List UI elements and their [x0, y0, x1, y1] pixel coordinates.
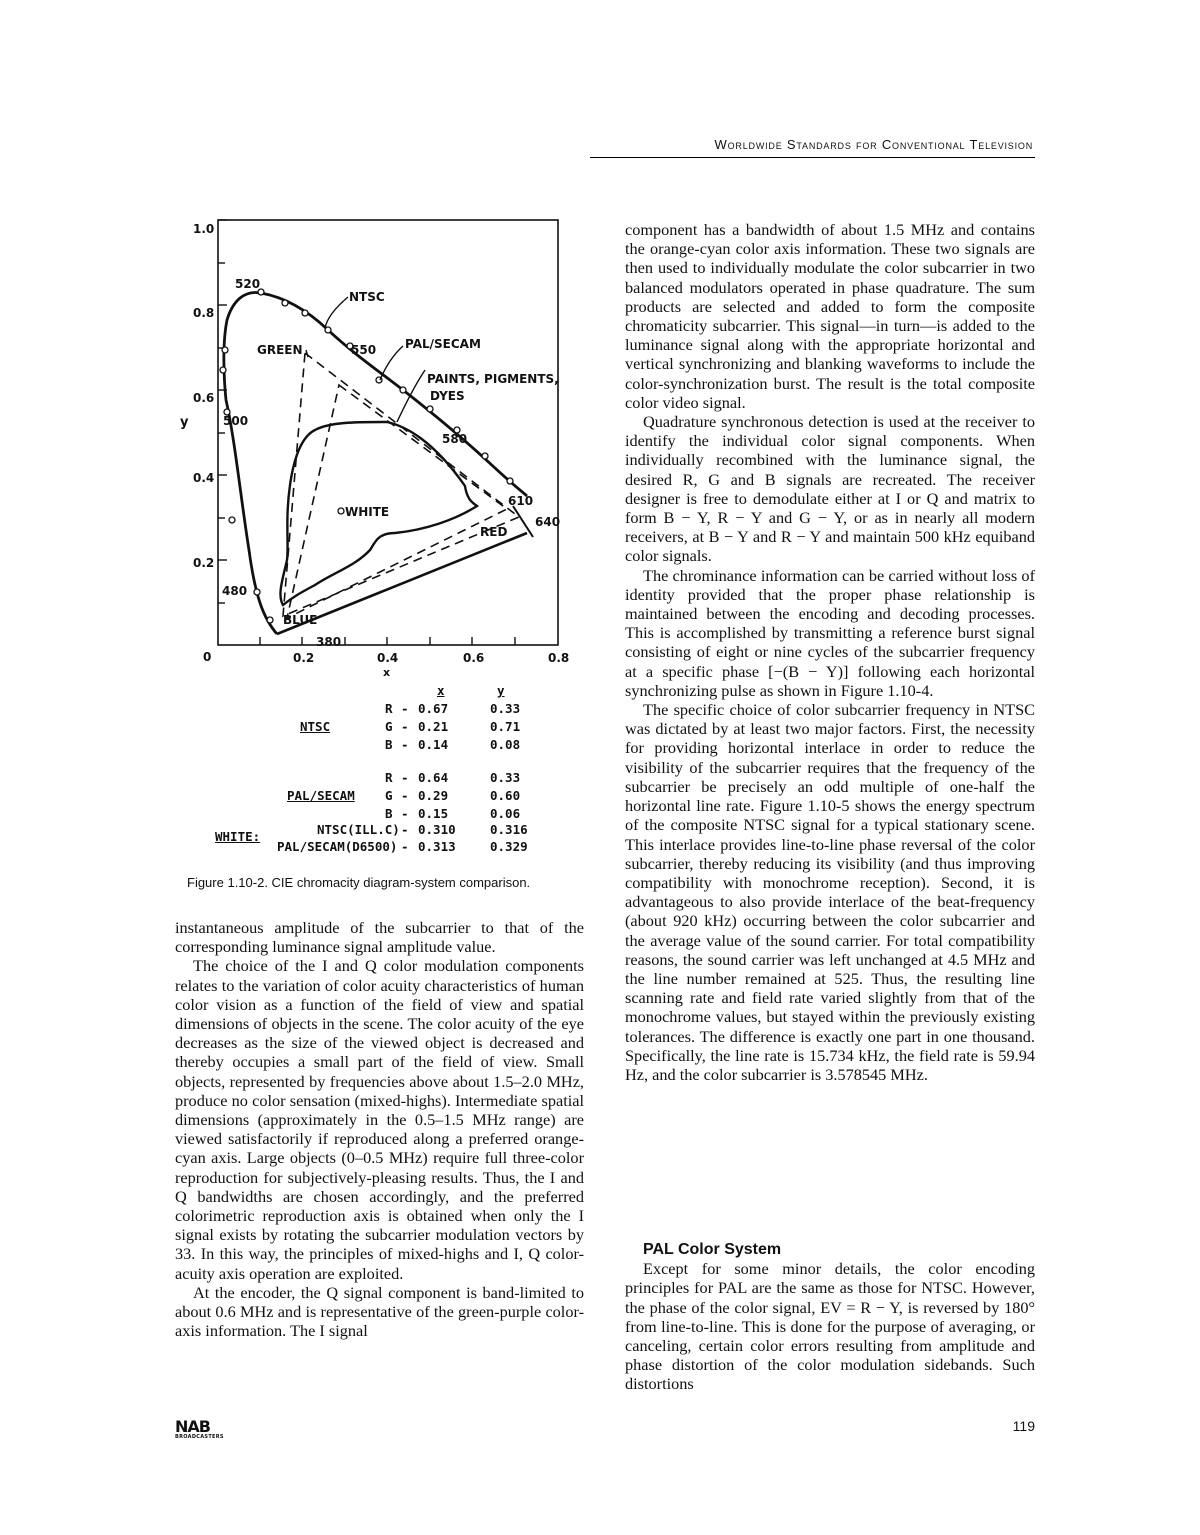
label-leaders: [306, 297, 425, 422]
x-tick-marks: [260, 637, 515, 645]
row-y: 0.08: [490, 737, 521, 752]
row-y: 0.71: [490, 719, 521, 734]
wavelength-label-480: 480: [222, 584, 248, 598]
white-row-key: PAL/SECAM(D6500): [277, 839, 398, 854]
cie-chromaticity-diagram: [165, 200, 585, 680]
label-red: RED: [480, 525, 508, 539]
label-blue: BLUE: [283, 613, 318, 627]
x-tick-label: 0.6: [463, 651, 485, 665]
row-eq: -: [401, 822, 409, 837]
row-key: G: [385, 719, 393, 734]
x-tick-label: 0.8: [548, 651, 570, 665]
white-label: WHITE:: [215, 829, 261, 844]
label-pal-secam: PAL/SECAM: [405, 337, 481, 351]
row-eq: -: [401, 770, 409, 785]
ntsc-label: NTSC: [300, 719, 331, 734]
label-paints-line1: PAINTS, PIGMENTS,: [427, 372, 559, 386]
row-x: 0.64: [418, 770, 449, 785]
pal-secam-label: PAL/SECAM: [287, 788, 355, 803]
wavelength-label-610: 610: [508, 494, 534, 508]
paragraph: The choice of the I and Q color modulation components relates to the variation of color acuity characteristics of human color vision as a function of the field of view and spatial dimensions of objects in the scene. The color acuity of the eye decreases as the size of the viewed object is decreased and thereby occupies a small part of the field of view. Small objects, represented by frequencies above about 1.5–2.0 MHz, produce no color sensation (mixed-highs). Intermediate spatial dimensions (approximately in the 0.5–1.5 MHz range) are viewed satisfactorily if reproduced along a preferred orange-cyan axis. Large objects (0–0.5 MHz) require full three-color reproduction for subjectively-pleasing results. Thus, the I and Q bandwidths are chosen accordingly, and the preferred colorimetric reproduction axis is obtained when only the I signal exists by rotating the subcarrier modulation vectors by 33. In this way, the principles of mixed-highs and I, Q color-acuity axis operation are exploited.: [175, 956, 584, 1283]
section-heading: PAL Color System: [643, 1241, 782, 1258]
white-row-key: NTSC(ILL.C): [317, 822, 400, 837]
paragraph: instantaneous amplitude of the subcarrier to that of the corresponding luminance signal amplitude value.: [175, 918, 584, 957]
row-key: B: [385, 806, 393, 821]
white-row-y: 0.316: [490, 822, 528, 837]
y-tick-label: 0.2: [193, 556, 215, 570]
wavelength-label-500: 500: [223, 414, 249, 428]
y-tick-label: 0: [203, 650, 212, 664]
right-column: [625, 220, 1035, 1084]
logo-subtext: BROADCASTERS: [175, 1434, 224, 1440]
primaries-table: [215, 683, 545, 853]
row-key: G: [385, 788, 393, 803]
row-x: 0.15: [418, 806, 449, 821]
y-tick-label: 0.8: [193, 306, 215, 320]
wavelength-label-520: 520: [235, 277, 261, 291]
header-rule: [590, 157, 1035, 158]
y-axis-label: y: [180, 415, 189, 430]
row-x: 0.14: [418, 737, 449, 752]
running-head: Worldwide Standards for Conventional Television: [714, 137, 1033, 152]
white-point-marker: [338, 508, 344, 514]
wavelength-label-580: 580: [442, 432, 468, 446]
paragraph: At the encoder, the Q signal component is band-limited to about 0.6 MHz and is representative of the green-purple color-axis information. The I signal: [175, 1282, 584, 1341]
row-y: 0.33: [490, 770, 521, 785]
row-y: 0.60: [490, 788, 521, 803]
wavelength-label-380: 380: [316, 635, 342, 649]
white-row-y: 0.329: [490, 839, 528, 854]
row-x: 0.67: [418, 701, 449, 716]
row-x: 0.29: [418, 788, 449, 803]
label-white: WHITE: [345, 505, 390, 519]
paragraph: Quadrature synchronous detection is used at the receiver to identify the individual color signal components. When individually recombined with the luminance signal, the desired R, G and B signals are recreated. The receiver designer is free to demodulate either at I or Q and matrix to form B − Y, R − Y and G − Y, or as in nearly all modern receivers, at B − Y and R − Y and maintain 500 kHz equiband color signals.: [625, 412, 1035, 566]
x-tick-label: 0.4: [377, 651, 399, 665]
row-key: B: [385, 737, 393, 752]
row-eq: -: [401, 719, 409, 734]
figure-caption: Figure 1.10-2. CIE chromacity diagram-system comparison.: [187, 875, 531, 890]
table-header-y: y: [497, 683, 505, 698]
plot-frame: [218, 220, 561, 645]
logo-text: NAB: [175, 1417, 210, 1436]
row-eq: -: [401, 806, 409, 821]
table-header-x: x: [437, 683, 445, 698]
y-tick-label: 0.6: [193, 391, 215, 405]
label-ntsc: NTSC: [349, 290, 385, 304]
x-tick-label: 0.2: [293, 651, 315, 665]
left-column: [175, 918, 584, 1340]
wavelength-label-550: 550: [351, 343, 377, 357]
white-row-x: 0.313: [418, 839, 456, 854]
row-y: 0.06: [490, 806, 521, 821]
page-number: 119: [1012, 1418, 1035, 1434]
row-x: 0.21: [418, 719, 449, 734]
row-eq: -: [401, 701, 409, 716]
x-axis-label: x: [383, 666, 391, 679]
row-eq: -: [401, 788, 409, 803]
paragraph: component has a bandwidth of about 1.5 MHz and contains the orange-cyan color axis information. These two signals are then used to individually modulate the color subcarrier in two balanced modulators operated in phase quadrature. The sum products are selected and added to form the composite chromaticity subcarrier. This signal—in turn—is added to the luminance signal along with the appropriate horizontal and vertical synchronizing and blanking waveforms to include the color-synchronization burst. The result is the total composite color video signal.: [625, 220, 1035, 412]
row-eq: -: [401, 839, 409, 854]
locus-end: [513, 506, 533, 537]
label-paints-line2: DYES: [430, 389, 465, 403]
wavelength-label-640: 640: [535, 515, 561, 529]
row-key: R: [385, 770, 393, 785]
y-tick-label: 0.4: [193, 471, 215, 485]
paragraph: Except for some minor details, the color encoding principles for PAL are the same as those for NTSC. However, the phase of the color signal, EV = R − Y, is reversed by 180° from line-to-line. This is done for the purpose of averaging, or canceling, certain color errors resulting from amplitude and phase distortion of the color modulation sidebands. Such distortions: [625, 1259, 1035, 1394]
paragraph: The specific choice of color subcarrier frequency in NTSC was dictated by at least two major factors. First, the necessity for providing horizontal interlace in order to reduce the visibility of the subcarrier requires that the frequency of the subcarrier be precisely an odd multiple of one-half the horizontal line rate. Figure 1.10-5 shows the energy spectrum of the composite NTSC signal for a typical stationary scene. This interlace provides line-to-line phase reversal of the color subcarrier, thereby reducing its visibility (and thus improving compatibility with monochrome reception). Second, it is advantageous to also provide interlace of the beat-frequency (about 920 kHz) occurring between the color subcarrier and the average value of the sound carrier. For total compatibility reasons, the sound carrier was left unchanged at 4.5 MHz and the line number remained at 525. Thus, the resulting line scanning rate and field rate varied slightly from that of the monochrome values, but stayed within the previously existing tolerances. The difference is exactly one part in one thousand. Specifically, the line rate is 15.734 kHz, the field rate is 59.94 Hz, and the color subcarrier is 3.578545 MHz.: [625, 700, 1035, 1084]
row-eq: -: [401, 737, 409, 752]
label-green: GREEN: [257, 343, 303, 357]
paragraph: The chrominance information can be carried without loss of identity provided that the proper phase relationship is maintained between the encoding and decoding processes. This is accomplished by transmitting a reference burst signal consisting of eight or nine cycles of the subcarrier frequency at a specific phase [−(B − Y)] following each horizontal synchronizing pulse as shown in Figure 1.10-4.: [625, 565, 1035, 700]
pal-section: [625, 1240, 1035, 1394]
row-key: R: [385, 701, 393, 716]
white-row-x: 0.310: [418, 822, 456, 837]
row-y: 0.33: [490, 701, 521, 716]
y-tick-label: 1.0: [193, 222, 215, 236]
nab-logo: [175, 1419, 224, 1440]
